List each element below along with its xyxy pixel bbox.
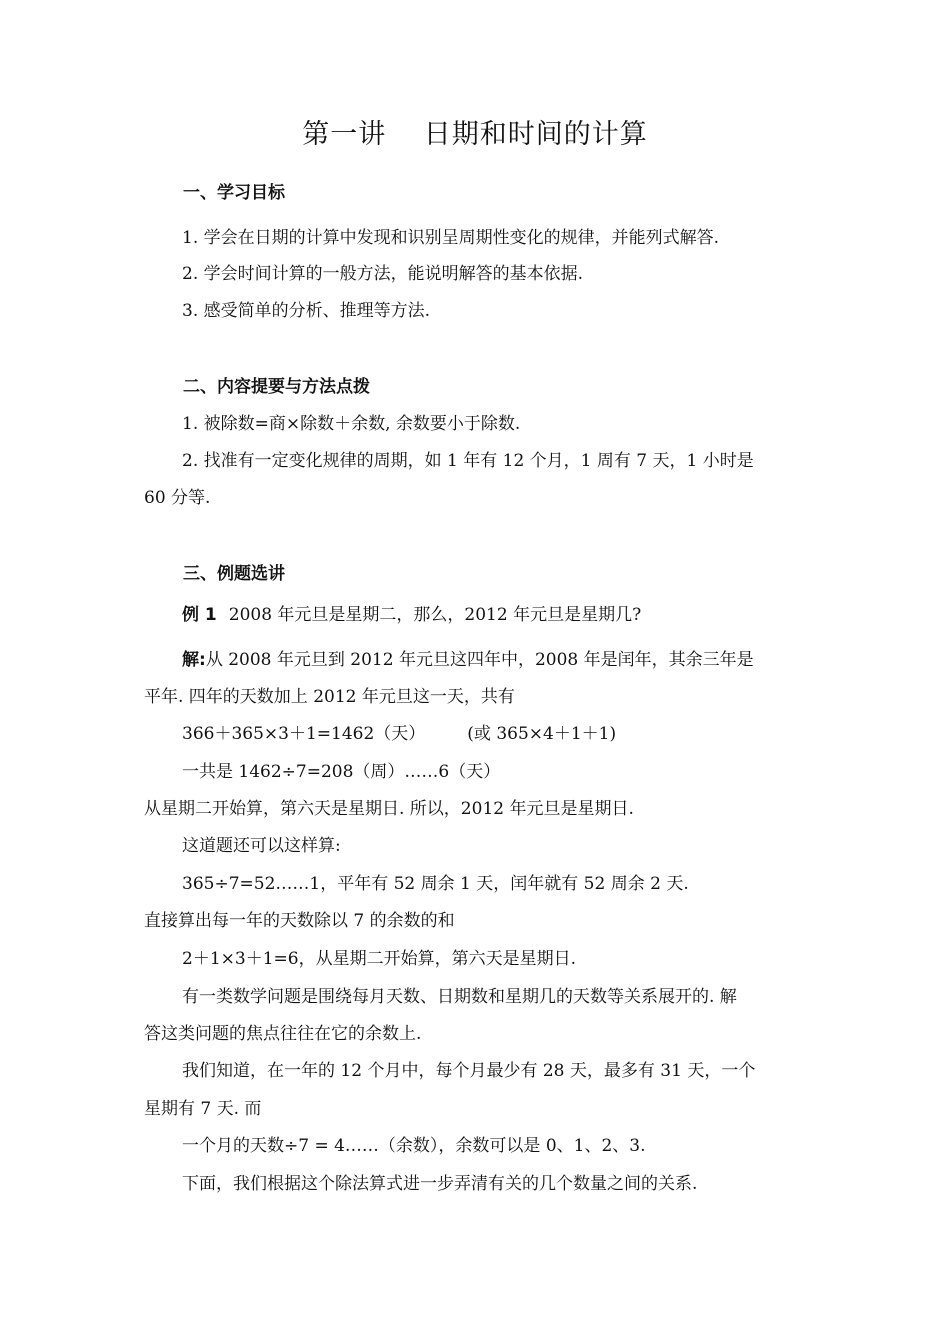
solution-line: 从星期二开始算，第六天是星期日. 所以，2012 年元旦是星期日. xyxy=(144,799,634,819)
paragraph-line: 下面，我们根据这个除法算式进一步弄清有关的几个数量之间的关系. xyxy=(182,1174,698,1194)
solution-line: 这道题还可以这样算: xyxy=(182,836,341,856)
solution-line: 平年. 四年的天数加上 2012 年元旦这一天，共有 xyxy=(144,687,515,707)
solution-line: 直接算出每一年的天数除以 7 的余数的和 xyxy=(144,911,455,931)
section-heading-examples: 三、例题选讲 xyxy=(183,564,285,584)
solution-text: 从 2008 年元旦到 2012 年元旦这四年中，2008 年是闰年，其余三年是 xyxy=(205,650,754,670)
content-item-2: 2. 找准有一定变化规律的周期，如 1 年有 12 个月，1 周有 7 天，1 小时是 xyxy=(182,451,754,471)
section-heading-content: 二、内容提要与方法点拨 xyxy=(183,377,370,397)
solution-label: 解: xyxy=(182,650,206,670)
formula-main: 366＋365×3＋1=1462（天） xyxy=(182,724,426,744)
section-heading-goals: 一、学习目标 xyxy=(183,183,285,203)
paragraph-line: 有一类数学问题是围绕每月天数、日期数和星期几的天数等关系展开的. 解 xyxy=(182,987,737,1007)
example-1 xyxy=(182,600,641,625)
goal-item-1: 1. 学会在日期的计算中发现和识别呈周期性变化的规律，并能列式解答. xyxy=(182,228,720,248)
paragraph-line: 我们知道，在一年的 12 个月中，每个月最少有 28 天，最多有 31 天，一个 xyxy=(182,1061,756,1081)
content-item-2-cont: 60 分等. xyxy=(144,488,211,508)
solution-line: 一共是 1462÷7=208（周）……6（天） xyxy=(182,762,501,782)
solution-line: 2＋1×3＋1=6，从星期二开始算，第六天是星期日. xyxy=(182,949,576,969)
solution-line: 365÷7=52……1，平年有 52 周余 1 天，闰年就有 52 周余 2 天. xyxy=(182,874,689,894)
goal-item-3: 3. 感受简单的分析、推理等方法. xyxy=(182,301,431,321)
goal-item-2: 2. 学会时间计算的一般方法，能说明解答的基本依据. xyxy=(182,264,584,284)
example-question: 2008 年元旦是星期二，那么，2012 年元旦是星期几? xyxy=(228,605,642,625)
formula-line xyxy=(182,719,616,744)
paragraph-line: 星期有 7 天. 而 xyxy=(144,1099,262,1119)
paragraph-line: 答这类问题的焦点往往在它的余数上. xyxy=(144,1024,422,1044)
paragraph-line: 一个月的天数÷7 = 4……（余数），余数可以是 0、1、2、3. xyxy=(182,1136,646,1156)
formula-alt: (或 365×4＋1＋1) xyxy=(467,724,617,744)
example-label: 例 1 xyxy=(182,605,217,625)
content-item-1: 1. 被除数=商×除数＋余数, 余数要小于除数. xyxy=(182,414,521,434)
solution-first-line xyxy=(182,645,754,670)
page-title: 第一讲 日期和时间的计算 xyxy=(302,119,648,150)
